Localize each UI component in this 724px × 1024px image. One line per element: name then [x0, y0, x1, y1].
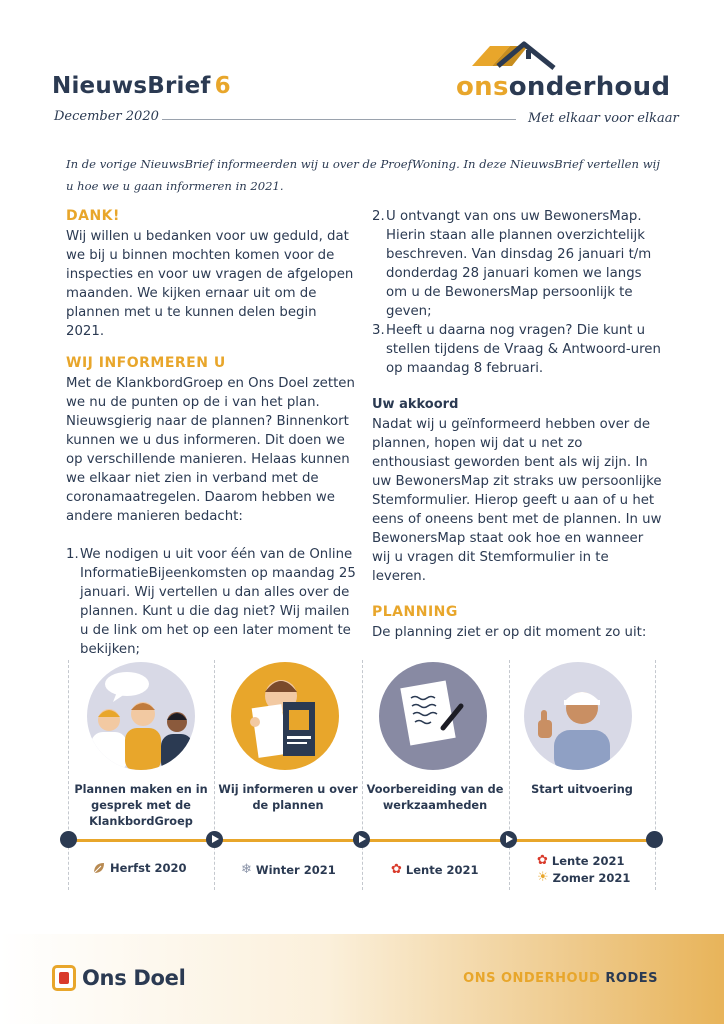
planning-text: De planning ziet er op dit moment zo uit:: [372, 625, 647, 640]
dank-text: Wij willen u bedanken voor uw geduld, dat we bij u binnen mochten komen voor de inspecties en voor uw vragen de afgelopen maanden. We kijken ernaar uit om de plannen met u te kunnen delen begin 2021.: [66, 229, 354, 339]
list-item: [66, 545, 358, 659]
newsletter-title: [52, 73, 231, 99]
season-text: Zomer 2021: [552, 870, 631, 885]
timeline-step-label: Start uitvoering: [531, 783, 633, 796]
season-text: Winter 2021: [255, 862, 336, 877]
akkoord-heading: Uw akkoord: [372, 397, 459, 412]
newsletter-title-text: NieuwsBrief: [52, 73, 211, 99]
season-text: Lente 2021: [405, 862, 479, 877]
season-label: [537, 853, 625, 868]
brand-name-part1: ons: [456, 72, 509, 102]
right-column: [372, 207, 662, 642]
brand-name-part2: onderhoud: [508, 72, 671, 102]
people-talking-icon: [87, 662, 195, 770]
list-number: 3.: [372, 323, 385, 338]
brand-tagline: Met elkaar voor elkaar: [528, 111, 679, 126]
timeline-start-dot: [60, 831, 77, 848]
timeline-divider: [362, 660, 363, 890]
akkoord-text: Nadat wij u geïnformeerd hebben over de plannen, hopen wij dat u net zo enthousiast geworden bent als wij zijn. In uw BewonersMap zit straks uw persoonlijke Stemformulier. Hierop geeft u aan of u het eens of oneens bent met de plannen. In uw BewonersMap staat ook hoe en wanneer wij u vragen dit Stemformulier in te leveren.: [372, 417, 662, 584]
intro-text: In de vorige NieuwsBrief informeerden wij u over de ProefWoning. In deze NieuwsBrief vertellen wij u hoe we u gaan informeren in 2021.: [66, 157, 660, 193]
partner-name: Ons Doel: [82, 966, 186, 990]
list-item: [372, 207, 662, 321]
left-column: [66, 207, 358, 659]
list-text: Heeft u daarna nog vragen? Die kunt u stellen tijdens de Vraag & Antwoord-uren op maandag 8 februari.: [386, 323, 661, 376]
timeline-divider: [655, 660, 656, 890]
timeline-divider: [214, 660, 215, 890]
leaf-icon: [92, 861, 106, 875]
newsletter-number: 6: [214, 73, 231, 99]
worker-thumbs-up-icon: [524, 662, 632, 770]
ons-doel-mark-icon: [52, 965, 76, 991]
flower-icon: ✿: [537, 853, 548, 868]
season-label: [391, 862, 479, 877]
document-pen-icon: [379, 662, 487, 770]
inform-heading: WIJ INFORMEREN U: [66, 355, 226, 371]
brand-logo: [456, 72, 670, 102]
header-divider: [162, 119, 516, 120]
flower-icon: ✿: [391, 862, 402, 877]
timeline-divider: [68, 660, 69, 890]
project-name: [463, 971, 658, 986]
timeline-step-label: Plannen maken en in gesprek met de KlankbordGroep: [74, 783, 208, 828]
timeline-step-label: Voorbereiding van de werkzaamheden: [366, 783, 504, 812]
timeline-step-label: Wij informeren u over de plannen: [218, 783, 358, 812]
list-number: 2.: [372, 209, 385, 224]
list-text: U ontvangt van ons uw BewonersMap. Hierin staan alle plannen overzichtelijk beschreven. Van dinsdag 26 januari t/m donderdag 28 januari komen we langs om u de BewonersMap persoonlijk te geven;: [386, 209, 652, 319]
season-text: Lente 2021: [551, 853, 625, 868]
planning-heading: PLANNING: [372, 604, 458, 620]
project-name-part2: RODES: [605, 971, 658, 986]
timeline-play-marker: [353, 831, 370, 848]
conversation-illustration: [87, 662, 195, 770]
worker-illustration: [524, 662, 632, 770]
writing-illustration: [379, 662, 487, 770]
ons-doel-logo: [52, 965, 186, 991]
season-label: [537, 870, 630, 885]
timeline-play-marker: [500, 831, 517, 848]
booklet-reader-icon: [231, 662, 339, 770]
list-text: We nodigen u uit voor één van de Online InformatieBijeenkomsten op maandag 25 januari. Wij vertellen u dan alles over de plannen. Kunt u die dag niet? Wij mailen u de link om het op een later moment te bekijken;: [80, 547, 356, 657]
timeline-play-marker: [206, 831, 223, 848]
reading-illustration: [231, 662, 339, 770]
list-item: [372, 321, 662, 378]
newsletter-date: December 2020: [54, 109, 159, 124]
timeline-end-dot: [646, 831, 663, 848]
inform-text: Met de KlankbordGroep en Ons Doel zetten we nu de punten op de i van het plan. Nieuwsgierig naar de plannen? Binnenkort kunnen we u dus informeren. Dit doen we op verschillende manieren. Helaas kunnen we elkaar niet zien in verband met de coronamaatregelen. Daarom hebben we andere manieren bedacht:: [66, 376, 355, 524]
list-number: 1.: [66, 547, 79, 562]
snowflake-icon: ❄: [241, 862, 252, 877]
dank-heading: DANK!: [66, 208, 120, 224]
project-name-part1: ONS ONDERHOUD: [463, 971, 601, 986]
season-label: [92, 861, 186, 875]
house-roof-icon: [468, 40, 558, 70]
timeline-divider: [509, 660, 510, 890]
sun-icon: ☀: [537, 870, 549, 885]
season-text: Herfst 2020: [110, 861, 187, 875]
season-label: [241, 862, 336, 877]
